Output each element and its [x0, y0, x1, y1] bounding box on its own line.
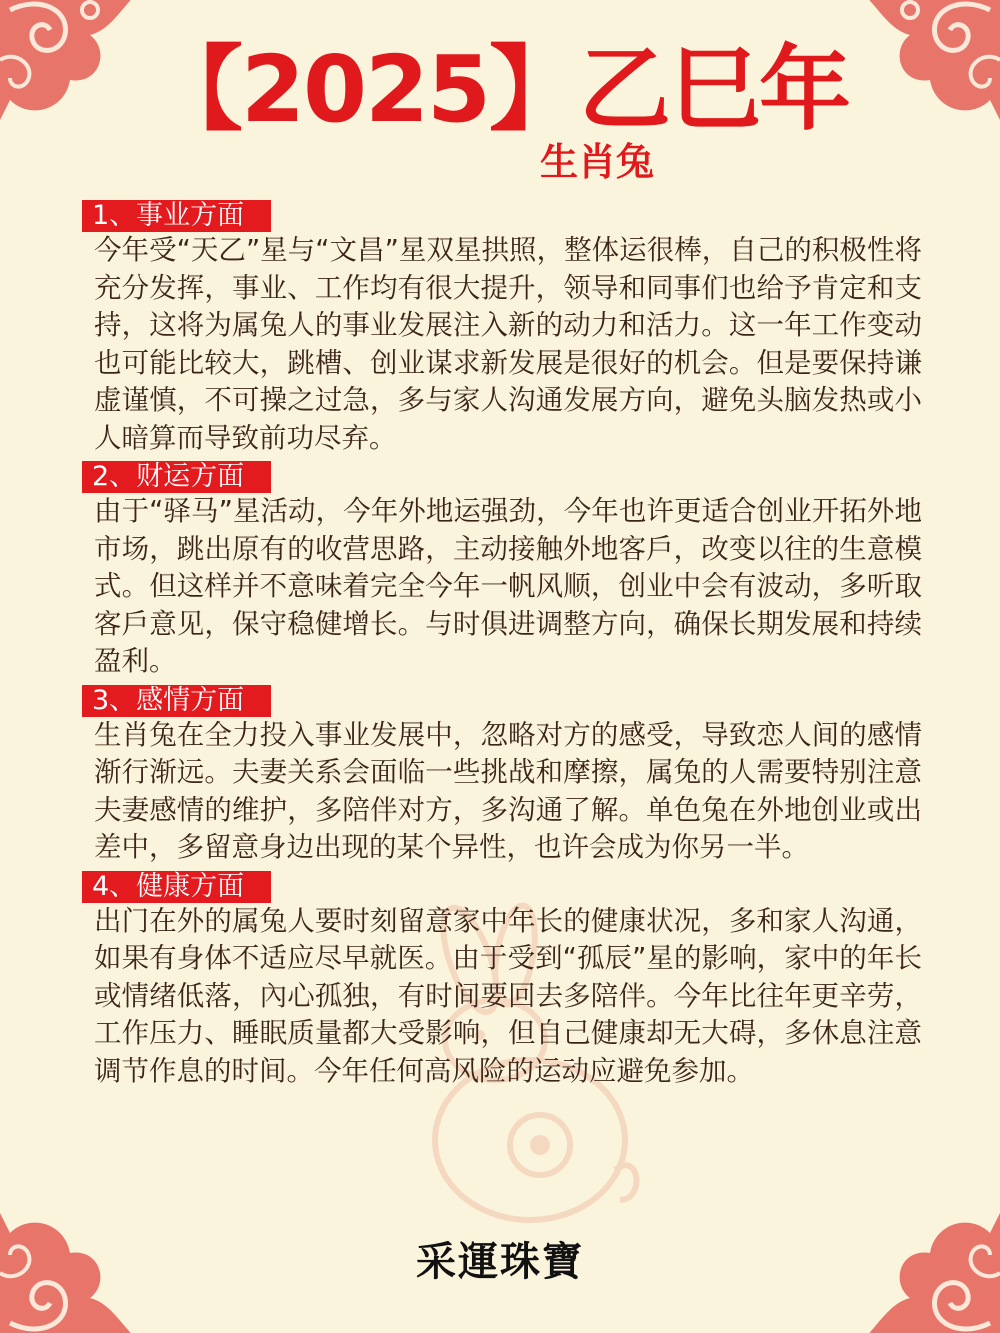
section-body: 今年受“天乙”星与“文昌”星双星拱照，整体运很棒，自己的积极性将充分发挥，事业、工作均有很大提升，领导和同事们也给予肯定和支持，这将为属兔人的事业发展注入新的动力和活力。这一年工作变动也可能比较大，跳槽、创业谋求新发展是很好的机会。但是要保持谦虚谨慎，不可操之过急，多与家人沟通发展方向，避免头脑发热或小人暗算而导致前功尽弃。 [94, 234, 922, 454]
section-heading: 2、财运方面 [82, 461, 271, 493]
section-body: 由于“驿马”星活动，今年外地运强劲，今年也许更适合创业开拓外地市场，跳出原有的收营思路，主动接触外地客戶，改变以往的生意模式。但这样并不意味着完全今年一帆风顺，创业中会有波动，多听取客戶意见，保守稳健增长。与时俱进调整方向，确保长期发展和持续盈利。 [94, 495, 922, 677]
section-love [82, 685, 922, 867]
section-health [82, 871, 922, 1091]
section-body: 生肖兔在全力投入事业发展中，忽略对方的感受，导致恋人间的感情渐行渐远。夫妻关系会面临一些挑战和摩擦，属兔的人需要特别注意夫妻感情的维护，多陪伴对方，多沟通了解。单色兔在外地创业或出差中，多留意身边出现的某个异性，也许会成为你另一半。 [94, 718, 922, 863]
page-title: 【2025】乙巳年 [150, 36, 850, 143]
brand-name: 采運珠寶 [416, 1238, 584, 1285]
section-body: 出门在外的属兔人要时刻留意家中年长的健康状况，多和家人沟通，如果有身体不适应尽早就医。由于受到“孤辰”星的影响，家中的年长或情绪低落，內心孤独，有时间要回去多陪伴。今年比往年更辛劳，工作压力、睡眠质量都大受影响，但自己健康却无大碍，多休息注意调节作息的时间。今年任何高风险的运动应避免参加。 [94, 904, 922, 1087]
section-heading: 4、健康方面 [82, 871, 271, 903]
section-heading: 1、事业方面 [82, 200, 271, 232]
section-heading: 3、感情方面 [82, 685, 271, 717]
content-area [82, 200, 922, 1094]
page-subtitle: 生肖兔 [540, 140, 655, 184]
section-wealth [82, 461, 922, 681]
section-career [82, 200, 922, 457]
